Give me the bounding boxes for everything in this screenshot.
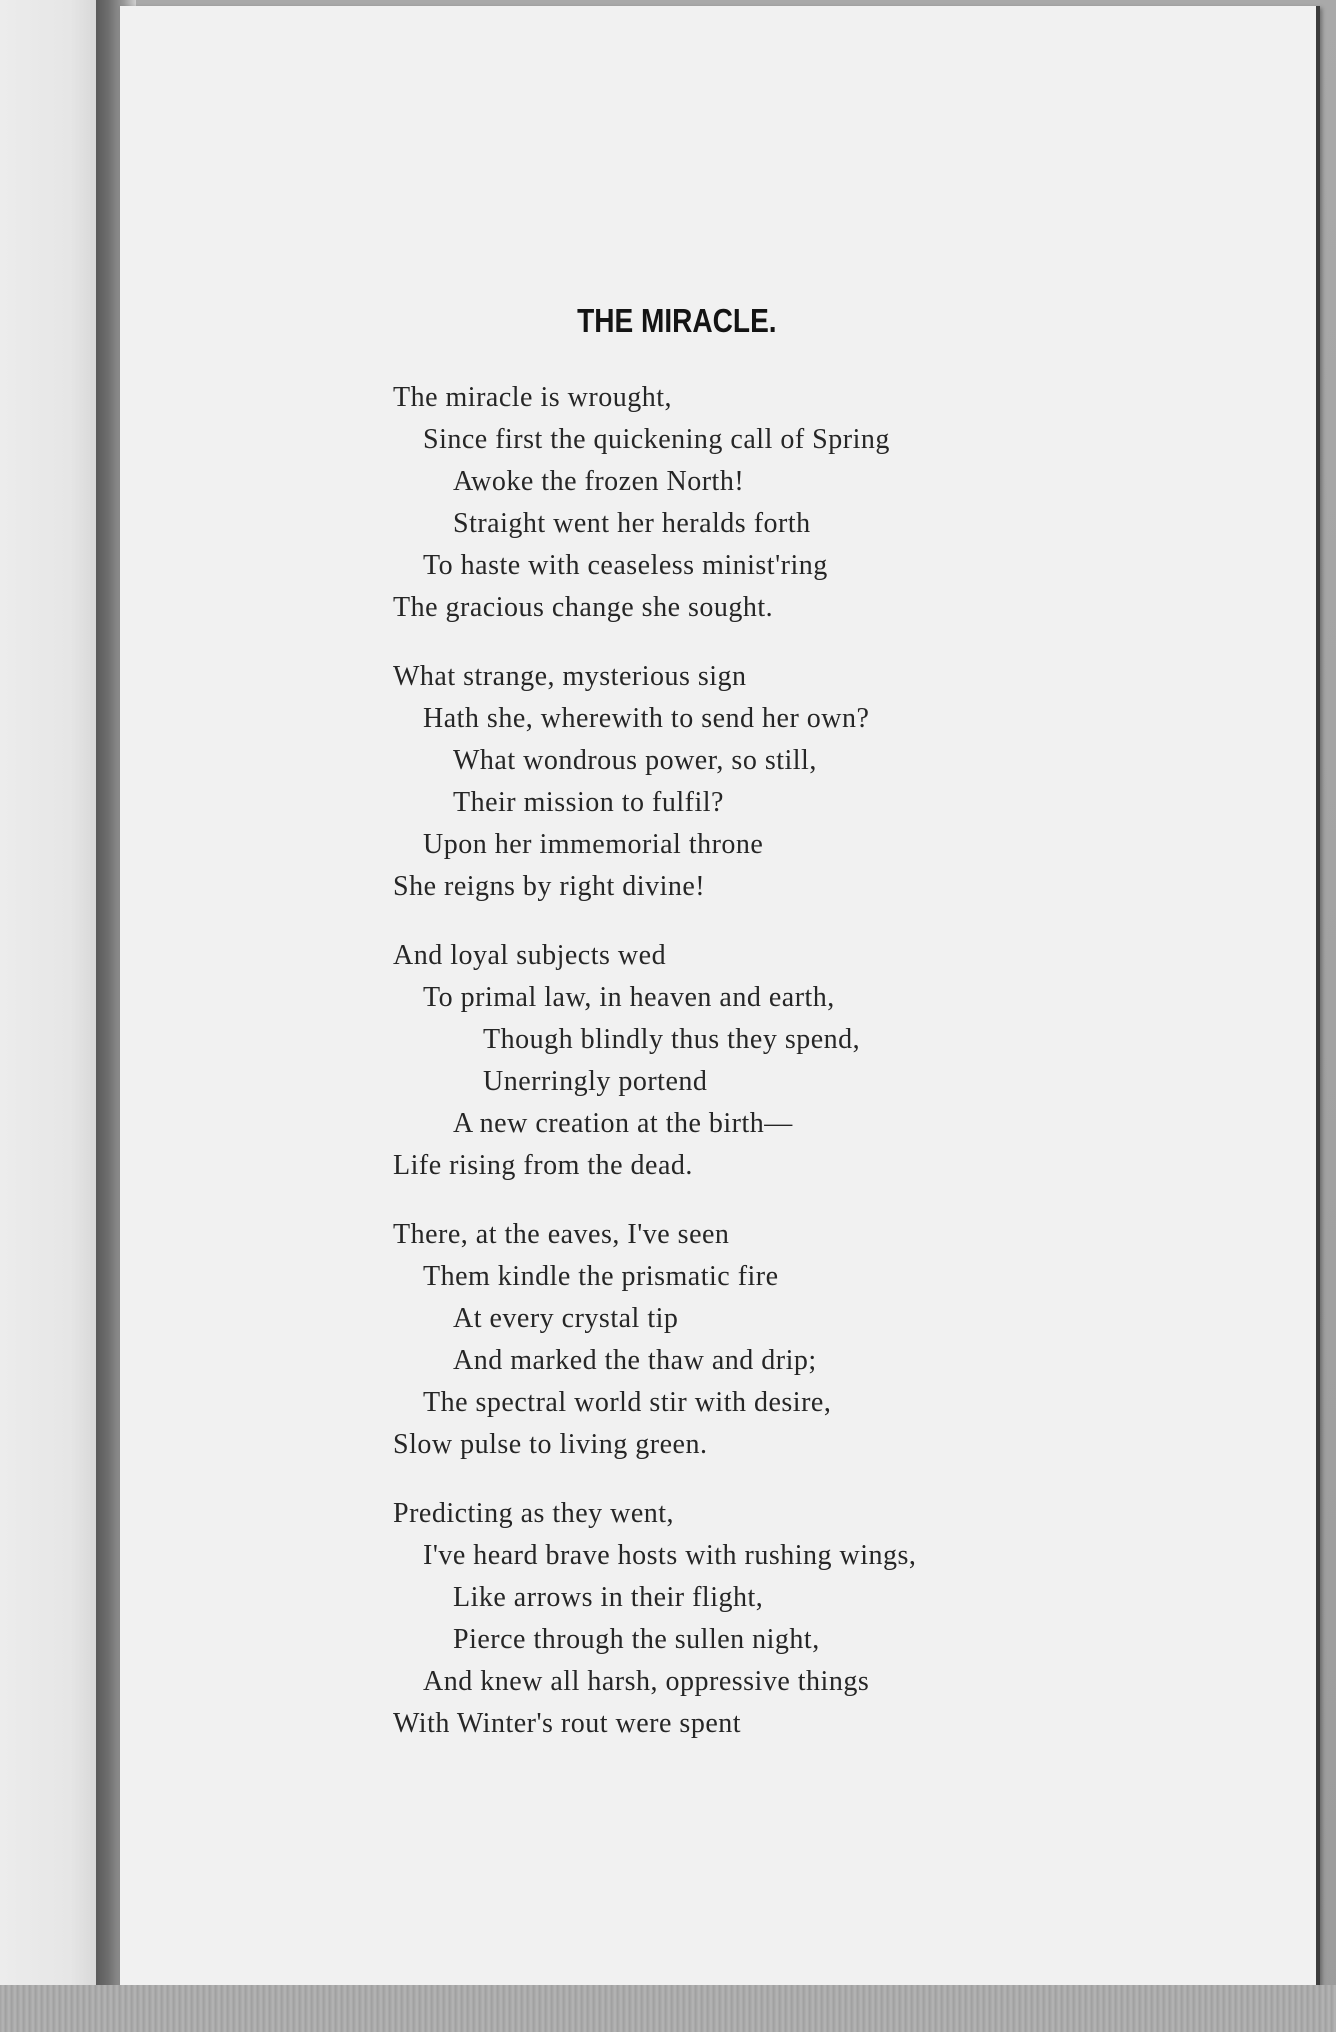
stanza [393, 377, 1293, 629]
poem-line: I've heard brave hosts with rushing wings, [423, 1540, 917, 1571]
poem-line: The gracious change she sought. [393, 592, 774, 623]
poem-line: The miracle is wrought, [393, 382, 672, 413]
poem-line: Upon her immemorial throne [423, 829, 764, 860]
poem-line: Life rising from the dead. [393, 1150, 693, 1181]
poem-line: Pierce through the sullen night, [453, 1624, 820, 1655]
poem-line: At every crystal tip [453, 1303, 679, 1334]
poem-line: And marked the thaw and drip; [453, 1345, 817, 1376]
poem-line: What wondrous power, so still, [453, 745, 817, 776]
poem-line: She reigns by right divine! [393, 871, 706, 902]
poem-body [393, 377, 1293, 1772]
poem-line: And knew all harsh, oppressive things [423, 1666, 870, 1697]
poem-line: Their mission to fulfil? [453, 787, 724, 818]
poem-line: There, at the eaves, I've seen [393, 1219, 730, 1250]
poem-line: Unerringly portend [483, 1066, 708, 1097]
stanza [393, 1493, 1293, 1745]
poem-line: Them kindle the prismatic fire [423, 1261, 779, 1292]
left-page-edge [0, 0, 100, 1985]
poem-line: With Winter's rout were spent [393, 1708, 742, 1739]
poem-line: To haste with ceaseless minist'ring [423, 550, 828, 581]
poem-line: What strange, mysterious sign [393, 661, 747, 692]
poem-line: Awoke the frozen North! [453, 466, 745, 497]
poem-line: To primal law, in heaven and earth, [423, 982, 835, 1013]
poem-title: THE MIRACLE. [577, 302, 777, 339]
poem-line: Straight went her heralds forth [453, 508, 811, 539]
poem-line: A new creation at the birth— [453, 1108, 793, 1139]
table-surface [0, 1985, 1336, 2032]
poem-line: Hath she, wherewith to send her own? [423, 703, 870, 734]
poem-line: Though blindly thus they spend, [483, 1024, 861, 1055]
stanza [393, 935, 1293, 1187]
stanza [393, 656, 1293, 908]
poem-line: Since first the quickening call of Spring [423, 424, 890, 455]
poem-line: Predicting as they went, [393, 1498, 675, 1529]
poem-line: Slow pulse to living green. [393, 1429, 708, 1460]
poem-line: Like arrows in their flight, [453, 1582, 764, 1613]
poem-line: The spectral world stir with desire, [423, 1387, 832, 1418]
poem-line: And loyal subjects wed [393, 940, 667, 971]
stanza [393, 1214, 1293, 1466]
